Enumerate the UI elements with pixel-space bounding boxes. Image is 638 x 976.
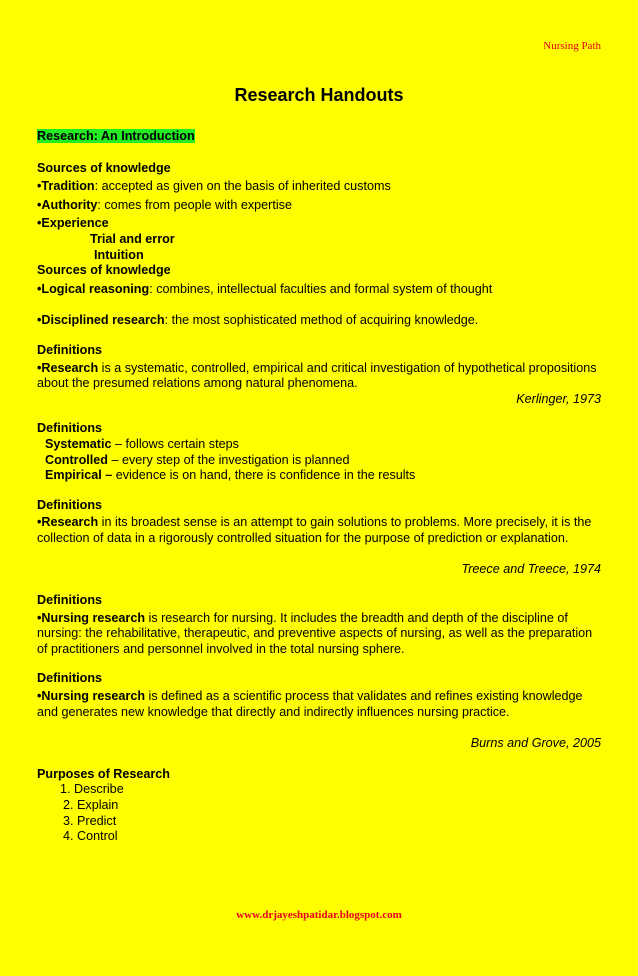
- list-item: •Authority: comes from people with expertise: [37, 197, 292, 212]
- definitions-heading: Definitions: [37, 497, 103, 512]
- page-title: Research Handouts: [234, 85, 404, 105]
- definition-term-item: Controlled – every step of the investigation is planned: [45, 452, 350, 467]
- citation: Treece and Treece, 1974: [461, 562, 601, 577]
- definition-term-item: Systematic – follows certain steps: [45, 436, 239, 451]
- list-item: •Experience: [37, 216, 109, 231]
- section-heading: Research: An Introduction: [37, 129, 195, 143]
- citation: Kerlinger, 1973: [516, 391, 601, 406]
- definition-text: •Nursing research is research for nursing. It includes the breadth and depth of the discipline of nursing: the rehabilitative, therapeutic, and preventive aspects of nursing, as well as the preparation of practitioners and personnel involved in the total nursing sphere.: [37, 610, 593, 656]
- list-item: •Logical reasoning: combines, intellectual faculties and formal system of thought: [37, 281, 493, 296]
- sources-heading: Sources of knowledge: [37, 263, 171, 278]
- purposes-heading: Purposes of Research: [37, 766, 170, 781]
- citation: Burns and Grove, 2005: [470, 736, 601, 751]
- sources-heading: Sources of knowledge: [37, 160, 171, 175]
- list-item: 3. Predict: [63, 813, 117, 828]
- definition-text: •Research in its broadest sense is an attempt to gain solutions to problems. More precisely, it is the collection of data in a rigorously controlled situation for the purpose of prediction or explanation.: [37, 515, 592, 545]
- definition-text: •Nursing research is defined as a scientific process that validates and refines existing knowledge and generates new knowledge that directly and indirectly influences nursing practice.: [37, 689, 583, 719]
- list-item: 4. Control: [63, 829, 118, 844]
- list-item: •Tradition: accepted as given on the basis of inherited customs: [37, 179, 391, 194]
- document-body: [37, 129, 601, 845]
- sub-item: Intuition: [94, 247, 144, 262]
- footer-url: www.drjayeshpatidar.blogspot.com: [236, 909, 402, 921]
- list-item: 1. Describe: [60, 782, 124, 797]
- sub-item: Trial and error: [90, 231, 175, 246]
- definitions-heading: Definitions: [37, 593, 103, 608]
- definitions-heading: Definitions: [37, 671, 103, 686]
- definitions-heading: Definitions: [37, 421, 103, 436]
- header-brand: Nursing Path: [543, 40, 601, 52]
- definition-term-item: Empirical – evidence is on hand, there is confidence in the results: [45, 468, 416, 483]
- definition-text: •Research is a systematic, controlled, empirical and critical investigation of hypothetical propositions about the presumed relations among natural phenomena.: [37, 360, 597, 391]
- list-item: 2. Explain: [63, 798, 119, 812]
- list-item: •Disciplined research: the most sophisticated method of acquiring knowledge.: [37, 313, 479, 328]
- definitions-heading: Definitions: [37, 342, 103, 357]
